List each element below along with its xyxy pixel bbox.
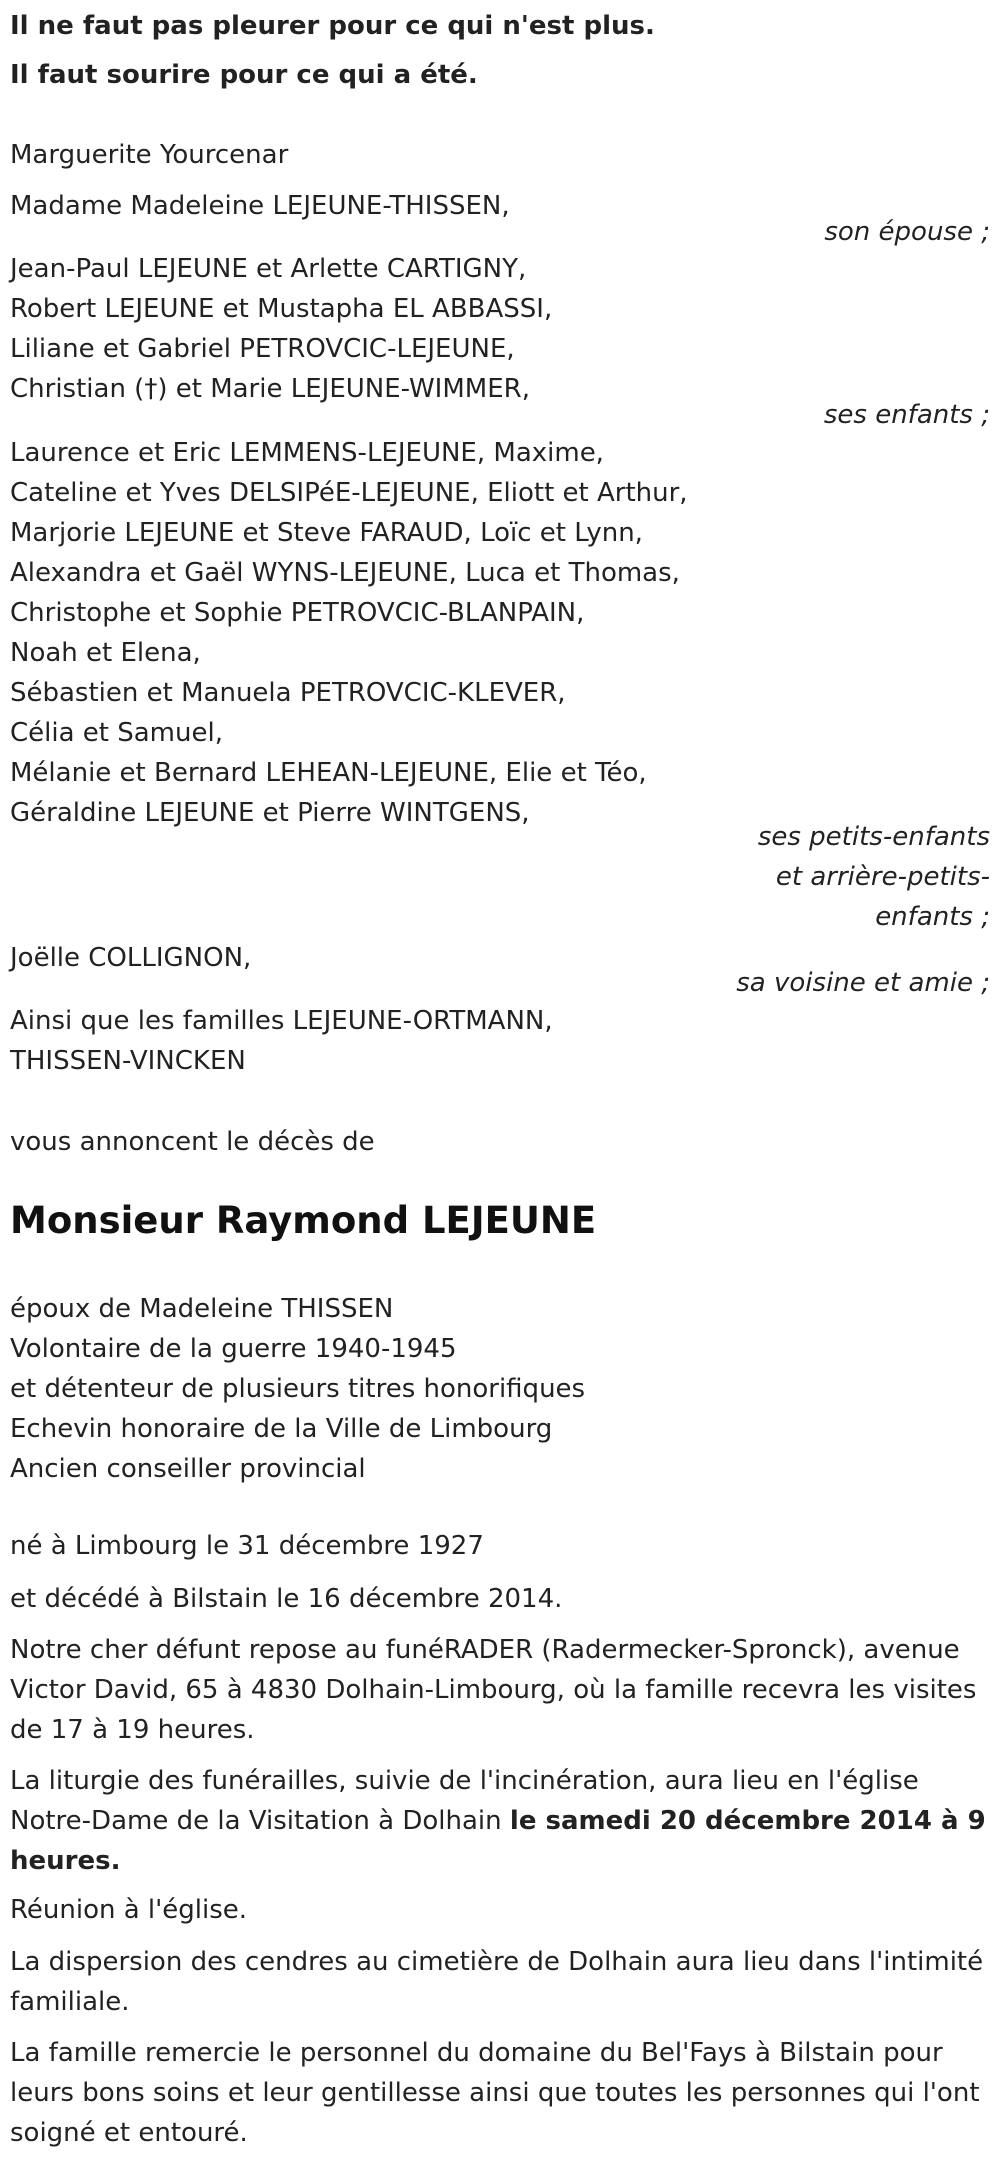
liturgy-text: La liturgie des funérailles, suivie de l'incinération, aura lieu en l'église Notre-Dame de la Visitation à Dolhain bbox=[10, 1766, 919, 1836]
grandchild-entry: Christophe et Sophie PETROVCIC-BLANPAIN, bbox=[10, 598, 585, 628]
liturgy-date: le samedi 20 décembre 2014 à 9 heures. bbox=[10, 1806, 986, 1876]
grandchild-entry: Cateline et Yves DELSIPéE-LEJEUNE, Eliott et Arthur, bbox=[10, 478, 688, 508]
title-line: Volontaire de la guerre 1940-1945 bbox=[10, 1334, 457, 1364]
grandchild-entry: Géraldine LEJEUNE et Pierre WINTGENS, bbox=[10, 798, 530, 828]
grandchildren-relation-line: et arrière-petits- bbox=[775, 862, 990, 892]
spouse-relation: son épouse ; bbox=[824, 217, 990, 247]
birth-info: né à Limbourg le 31 décembre 1927 bbox=[10, 1531, 484, 1561]
neighbour-name: Joëlle COLLIGNON, bbox=[10, 943, 252, 973]
grandchild-entry: Sébastien et Manuela PETROVCIC-KLEVER, bbox=[10, 678, 566, 708]
meeting-text: Réunion à l'église. bbox=[10, 1895, 248, 1925]
neighbour-relation: sa voisine et amie ; bbox=[736, 968, 990, 998]
announcement-text: vous annoncent le décès de bbox=[10, 1127, 375, 1157]
grandchild-entry: Laurence et Eric LEMMENS-LEJEUNE, Maxime, bbox=[10, 438, 604, 468]
child-entry: Liliane et Gabriel PETROVCIC-LEJEUNE, bbox=[10, 334, 515, 364]
quote-line-2: Il faut sourire pour ce qui a été. bbox=[10, 60, 478, 90]
deceased-name: Monsieur Raymond LEJEUNE bbox=[10, 1199, 597, 1242]
title-line: et détenteur de plusieurs titres honorifiques bbox=[10, 1374, 586, 1404]
rest-paragraph: Notre cher défunt repose au funéRADER (Radermecker-Spronck), avenue Victor David, 65 à 4830 Dolhain-Limbourg, où la famille recevra les visites de 17 à 19 heures. bbox=[10, 1635, 977, 1745]
liturgy-paragraph bbox=[10, 1761, 995, 1881]
grandchild-entry: Célia et Samuel, bbox=[10, 718, 223, 748]
dispersion-paragraph: La dispersion des cendres au cimetière de Dolhain aura lieu dans l'intimité familiale. bbox=[10, 1947, 984, 2017]
children-list bbox=[10, 249, 995, 409]
other-family-line: Ainsi que les familles LEJEUNE-ORTMANN, bbox=[10, 1006, 553, 1036]
grandchild-entry: Mélanie et Bernard LEHEAN-LEJEUNE, Elie et Téo, bbox=[10, 758, 647, 788]
grandchildren-relation bbox=[758, 817, 990, 937]
child-entry: Christian (†) et Marie LEJEUNE-WIMMER, bbox=[10, 374, 530, 404]
children-relation: ses enfants ; bbox=[823, 400, 990, 430]
other-families bbox=[10, 1001, 995, 1081]
title-line: Echevin honoraire de la Ville de Limbourg bbox=[10, 1414, 553, 1444]
quote-line-1: Il ne faut pas pleurer pour ce qui n'est plus. bbox=[10, 11, 655, 41]
deceased-titles bbox=[10, 1289, 995, 1489]
death-info: et décédé à Bilstain le 16 décembre 2014. bbox=[10, 1584, 563, 1614]
spouse-name: Madame Madeleine LEJEUNE-THISSEN, bbox=[10, 191, 510, 221]
grandchild-entry: Noah et Elena, bbox=[10, 638, 201, 668]
other-family-line: THISSEN-VINCKEN bbox=[10, 1046, 246, 1076]
grandchild-entry: Alexandra et Gaël WYNS-LEJEUNE, Luca et Thomas, bbox=[10, 558, 680, 588]
thanks-paragraph: La famille remercie le personnel du domaine du Bel'Fays à Bilstain pour leurs bons soins et leur gentillesse ainsi que toutes les personnes qui l'ont soigné et entouré. bbox=[10, 2038, 980, 2148]
grandchild-entry: Marjorie LEJEUNE et Steve FARAUD, Loïc et Lynn, bbox=[10, 518, 643, 548]
title-line: époux de Madeleine THISSEN bbox=[10, 1294, 394, 1324]
quote-author: Marguerite Yourcenar bbox=[10, 140, 289, 170]
grandchildren-relation-line: ses petits-enfants bbox=[757, 822, 990, 852]
child-entry: Jean-Paul LEJEUNE et Arlette CARTIGNY, bbox=[10, 254, 527, 284]
grandchildren-relation-line: enfants ; bbox=[875, 902, 990, 932]
title-line: Ancien conseiller provincial bbox=[10, 1454, 366, 1484]
child-entry: Robert LEJEUNE et Mustapha EL ABBASSI, bbox=[10, 294, 553, 324]
grandchildren-list bbox=[10, 433, 995, 833]
